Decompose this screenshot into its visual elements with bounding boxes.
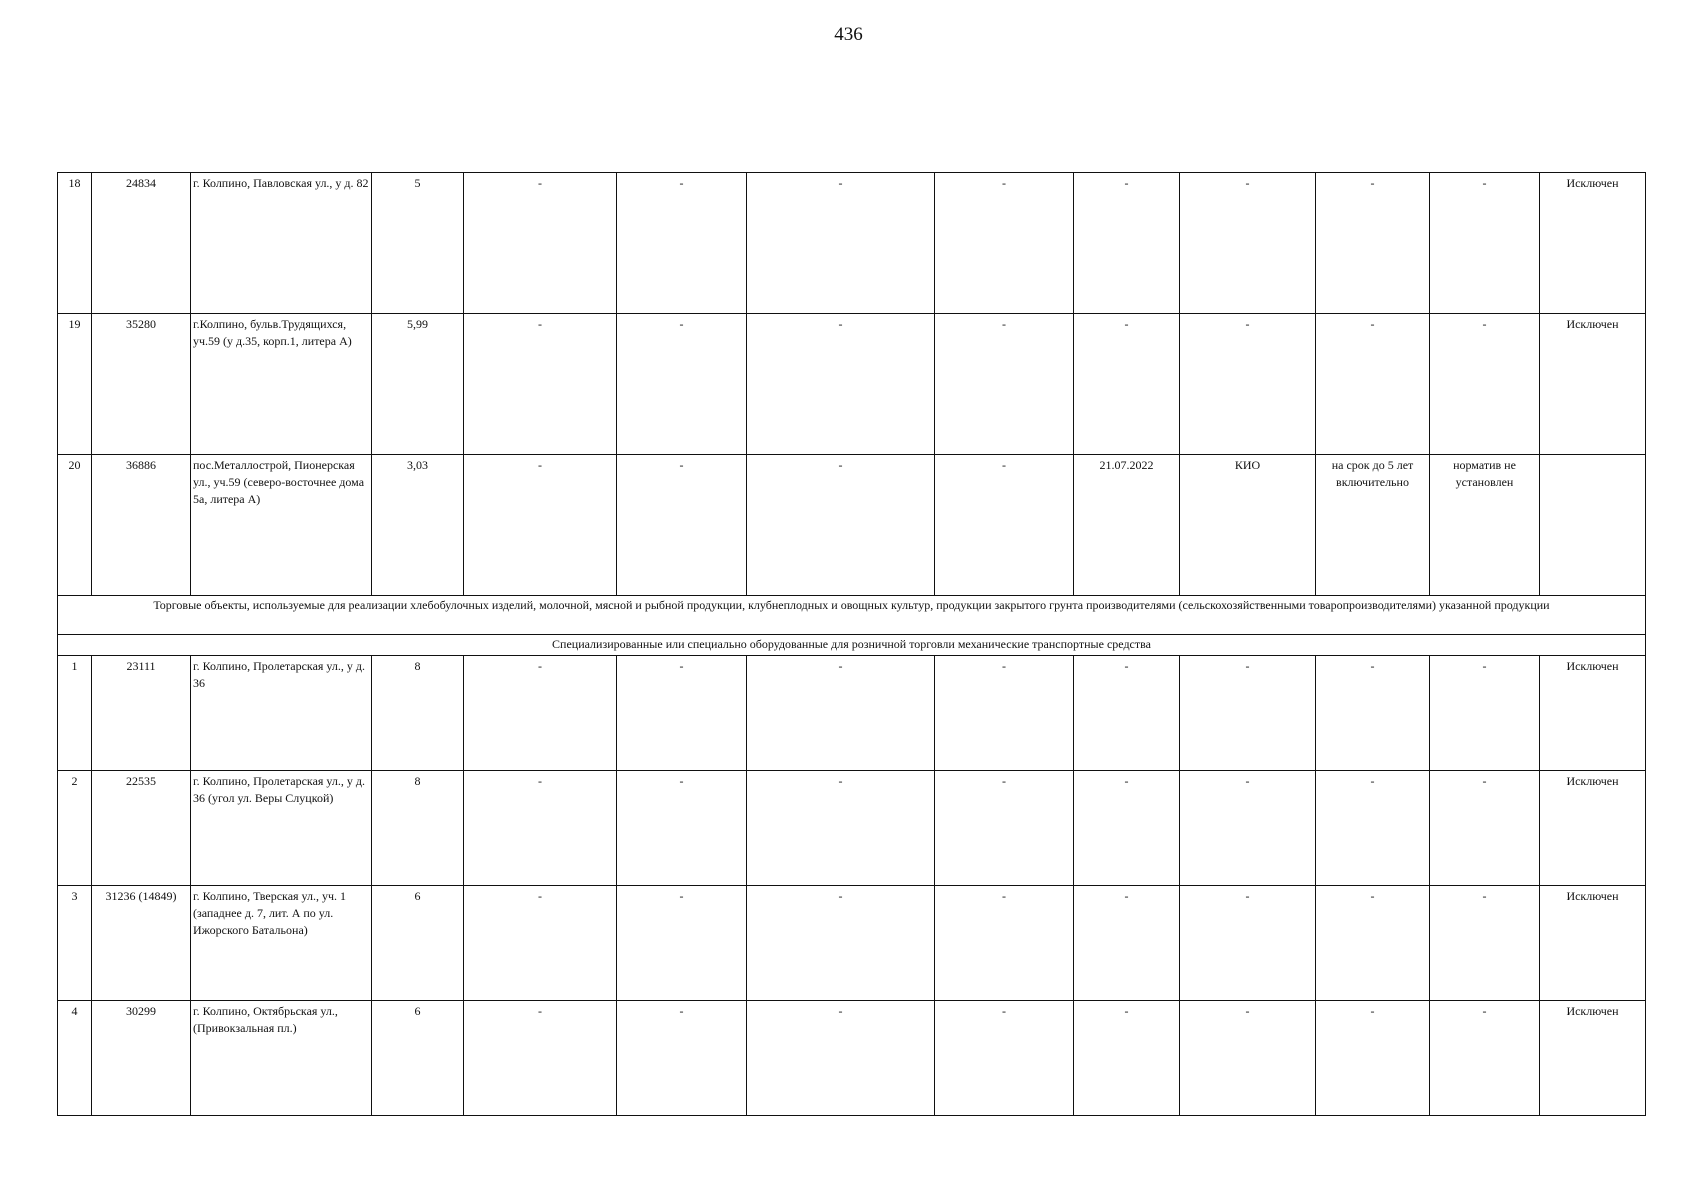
cell-col5: - — [464, 314, 617, 455]
cell-area: 8 — [372, 656, 464, 771]
cell-col10: - — [1180, 1001, 1316, 1116]
cell-address: пос.Металлострой, Пионерская ул., уч.59 (северо-восточнее дома 5а, литера А) — [191, 455, 372, 596]
table-row — [58, 455, 1646, 596]
cell-col8: - — [935, 886, 1074, 1001]
cell-col12: - — [1430, 656, 1540, 771]
cell-number: 4 — [58, 1001, 92, 1116]
cell-status — [1540, 455, 1646, 596]
cell-col9: - — [1074, 1001, 1180, 1116]
cell-col5: - — [464, 656, 617, 771]
cell-col7: - — [747, 886, 935, 1001]
cell-col7: - — [747, 173, 935, 314]
page-number: 436 — [834, 24, 863, 45]
cell-area: 6 — [372, 886, 464, 1001]
cell-address: г. Колпино, Октябрьская ул., (Привокзальная пл.) — [191, 1001, 372, 1116]
cell-col11: - — [1316, 173, 1430, 314]
section-heading-row — [58, 596, 1646, 635]
cell-id: 24834 — [92, 173, 191, 314]
cell-col9: - — [1074, 656, 1180, 771]
cell-col5: - — [464, 455, 617, 596]
cell-col12: - — [1430, 173, 1540, 314]
cell-col6: - — [617, 455, 747, 596]
cell-col8: - — [935, 314, 1074, 455]
cell-col5: - — [464, 771, 617, 886]
cell-col7: - — [747, 1001, 935, 1116]
cell-col11: - — [1316, 656, 1430, 771]
cell-col11: - — [1316, 314, 1430, 455]
cell-col6: - — [617, 314, 747, 455]
cell-col11: - — [1316, 1001, 1430, 1116]
cell-status: Исключен — [1540, 886, 1646, 1001]
cell-number: 1 — [58, 656, 92, 771]
cell-col5: - — [464, 173, 617, 314]
cell-number: 19 — [58, 314, 92, 455]
cell-col5: - — [464, 886, 617, 1001]
cell-col10: КИО — [1180, 455, 1316, 596]
cell-col6: - — [617, 656, 747, 771]
cell-col9: - — [1074, 173, 1180, 314]
cell-col8: - — [935, 656, 1074, 771]
cell-number: 3 — [58, 886, 92, 1001]
cell-col10: - — [1180, 173, 1316, 314]
cell-address: г.Колпино, бульв.Трудящихся, уч.59 (у д.35, корп.1, литера А) — [191, 314, 372, 455]
cell-status: Исключен — [1540, 173, 1646, 314]
cell-col10: - — [1180, 314, 1316, 455]
cell-col6: - — [617, 173, 747, 314]
cell-col9: - — [1074, 314, 1180, 455]
cell-col7: - — [747, 455, 935, 596]
cell-col10: - — [1180, 886, 1316, 1001]
cell-col12: - — [1430, 1001, 1540, 1116]
cell-status: Исключен — [1540, 771, 1646, 886]
cell-col6: - — [617, 1001, 747, 1116]
cell-address: г. Колпино, Тверская ул., уч. 1 (западнее д. 7, лит. А по ул. Ижорского Батальона) — [191, 886, 372, 1001]
cell-col8: - — [935, 1001, 1074, 1116]
table-row — [58, 314, 1646, 455]
cell-address: г. Колпино, Пролетарская ул., у д. 36 (угол ул. Веры Слуцкой) — [191, 771, 372, 886]
cell-col10: - — [1180, 656, 1316, 771]
cell-area: 8 — [372, 771, 464, 886]
cell-address: г. Колпино, Пролетарская ул., у д. 36 — [191, 656, 372, 771]
table-row — [58, 1001, 1646, 1116]
section-heading-vehicles: Специализированные или специально оборудованные для розничной торговли механические транспортные средства — [58, 635, 1646, 656]
cell-area: 5 — [372, 173, 464, 314]
cell-id: 23111 — [92, 656, 191, 771]
section-heading-trade-objects: Торговые объекты, используемые для реализации хлебобулочных изделий, молочной, мясной и рыбной продукции, клубнеплодных и овощных культур, продукции закрытого грунта производителями (сельскохозяйственными товаропроизводителями) указанной продукции — [58, 596, 1646, 635]
registry-table — [57, 172, 1646, 1116]
cell-id: 22535 — [92, 771, 191, 886]
cell-address: г. Колпино, Павловская ул., у д. 82 — [191, 173, 372, 314]
cell-col12: норматив не установлен — [1430, 455, 1540, 596]
cell-status: Исключен — [1540, 1001, 1646, 1116]
cell-col11: на срок до 5 лет включительно — [1316, 455, 1430, 596]
cell-col12: - — [1430, 886, 1540, 1001]
cell-col7: - — [747, 314, 935, 455]
cell-col12: - — [1430, 771, 1540, 886]
cell-id: 31236 (14849) — [92, 886, 191, 1001]
table-row — [58, 173, 1646, 314]
cell-status: Исключен — [1540, 314, 1646, 455]
cell-area: 6 — [372, 1001, 464, 1116]
cell-col7: - — [747, 771, 935, 886]
cell-col7: - — [747, 656, 935, 771]
cell-col9: - — [1074, 886, 1180, 1001]
cell-col11: - — [1316, 886, 1430, 1001]
cell-col8: - — [935, 455, 1074, 596]
cell-col6: - — [617, 771, 747, 886]
cell-area: 5,99 — [372, 314, 464, 455]
cell-col8: - — [935, 771, 1074, 886]
table-row — [58, 771, 1646, 886]
cell-col9: - — [1074, 771, 1180, 886]
cell-number: 18 — [58, 173, 92, 314]
cell-id: 35280 — [92, 314, 191, 455]
cell-col6: - — [617, 886, 747, 1001]
cell-id: 36886 — [92, 455, 191, 596]
cell-col8: - — [935, 173, 1074, 314]
table-row — [58, 886, 1646, 1001]
cell-id: 30299 — [92, 1001, 191, 1116]
section-heading-row — [58, 635, 1646, 656]
registry-body — [58, 173, 1646, 1116]
cell-col5: - — [464, 1001, 617, 1116]
cell-col10: - — [1180, 771, 1316, 886]
cell-area: 3,03 — [372, 455, 464, 596]
cell-number: 20 — [58, 455, 92, 596]
cell-col12: - — [1430, 314, 1540, 455]
table-row — [58, 656, 1646, 771]
cell-number: 2 — [58, 771, 92, 886]
cell-col11: - — [1316, 771, 1430, 886]
cell-status: Исключен — [1540, 656, 1646, 771]
cell-col9: 21.07.2022 — [1074, 455, 1180, 596]
